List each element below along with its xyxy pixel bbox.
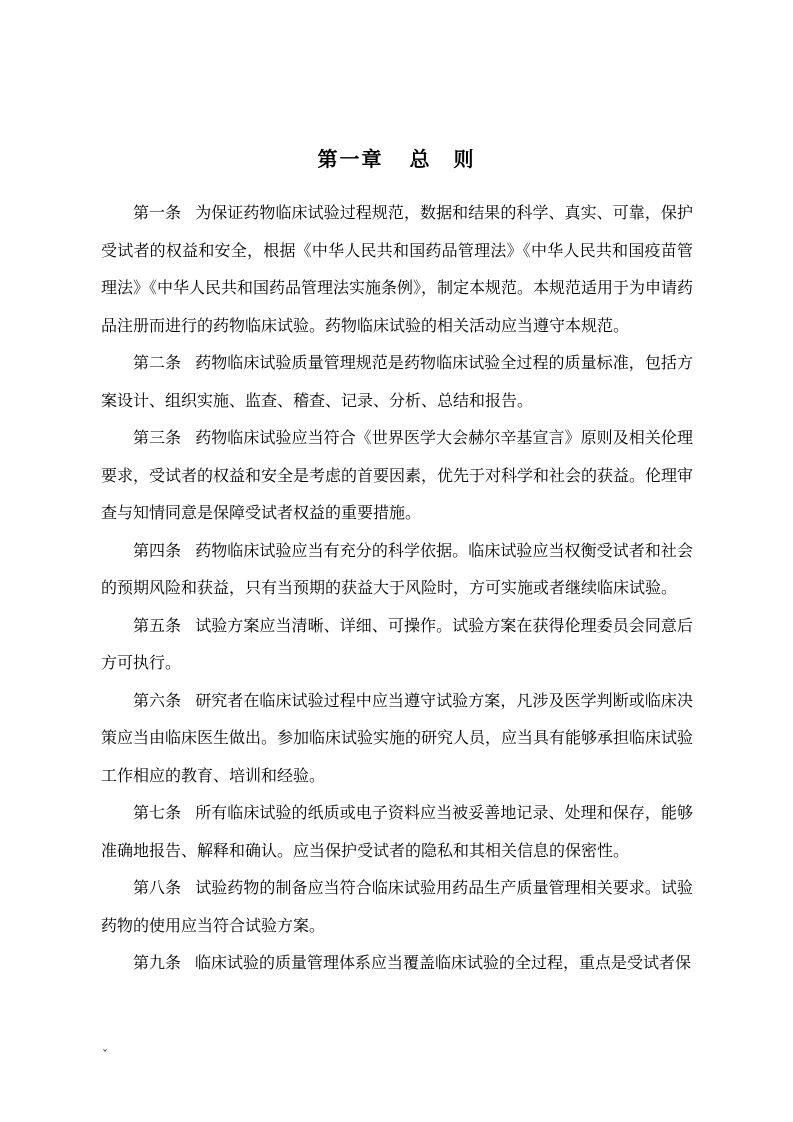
chapter-title (0, 143, 793, 172)
article-text: 药物临床试验应当符合《世界医学大会赫尔辛基宣言》原则及相关伦理要求，受试者的权益和安全是考虑的首要因素，优先于对科学和社会的获益。伦理审查与知情同意是保障受试者权益的重要措施。 (101, 428, 694, 522)
article-5 (101, 607, 693, 682)
article-9 (101, 944, 693, 982)
article-text: 试验药物的制备应当符合临床试验用药品生产质量管理相关要求。试验药物的使用应当符合试验方案。 (101, 878, 693, 935)
article-label: 第七条 (133, 803, 182, 822)
article-text: 药物临床试验质量管理规范是药物临床试验全过程的质量标准，包括方案设计、组织实施、监查、稽查、记录、分析、总结和报告。 (101, 353, 693, 410)
article-label: 第二条 (133, 353, 182, 372)
article-label: 第八条 (133, 878, 182, 897)
article-2 (101, 344, 693, 419)
chapter-name-char-2: 则 (453, 147, 476, 171)
article-text: 为保证药物临床试验过程规范，数据和结果的科学、真实、可靠，保护受试者的权益和安全，根据《中华人民共和国药品管理法》《中华人民共和国疫苗管理法》《中华人民共和国药品管理法实施条例》，制定本规范。本规范适用于为申请药品注册而进行的药物临床试验。药物临床试验的相关活动应当遵守本规范。 (101, 203, 694, 335)
article-text: 所有临床试验的纸质或电子资料应当被妥善地记录、处理和保存，能够准确地报告、解释和确认。应当保护受试者的隐私和其相关信息的保密性。 (101, 803, 693, 860)
article-label: 第六条 (133, 690, 182, 710)
article-list (101, 194, 693, 982)
chapter-name-char-1: 总 (409, 147, 432, 171)
article-label: 第九条 (133, 953, 182, 972)
article-label: 第五条 (133, 615, 182, 635)
article-3 (101, 419, 693, 532)
article-label: 第三条 (133, 428, 182, 447)
article-text: 药物临床试验应当有充分的科学依据。临床试验应当权衡受试者和社会的预期风险和获益，只有当预期的获益大于风险时，方可实施或者继续临床试验。 (101, 540, 693, 597)
article-6 (101, 682, 693, 795)
footer-mark: ˇ (102, 1048, 108, 1062)
article-label: 第一条 (133, 203, 182, 222)
article-1 (101, 194, 693, 344)
article-text: 研究者在临床试验过程中应当遵守试验方案，凡涉及医学判断或临床决策应当由临床医生做出。参加临床试验实施的研究人员，应当具有能够承担临床试验工作相应的教育、培训和经验。 (101, 690, 694, 785)
article-7 (101, 794, 693, 869)
article-text: 临床试验的质量管理体系应当覆盖临床试验的全过程，重点是受试者保 (195, 953, 692, 972)
article-8 (101, 869, 693, 944)
article-label: 第四条 (133, 540, 182, 560)
chapter-number: 第一章 (317, 147, 384, 171)
article-4 (101, 532, 693, 607)
article-text: 试验方案应当清晰、详细、可操作。试验方案在获得伦理委员会同意后方可执行。 (101, 615, 693, 672)
